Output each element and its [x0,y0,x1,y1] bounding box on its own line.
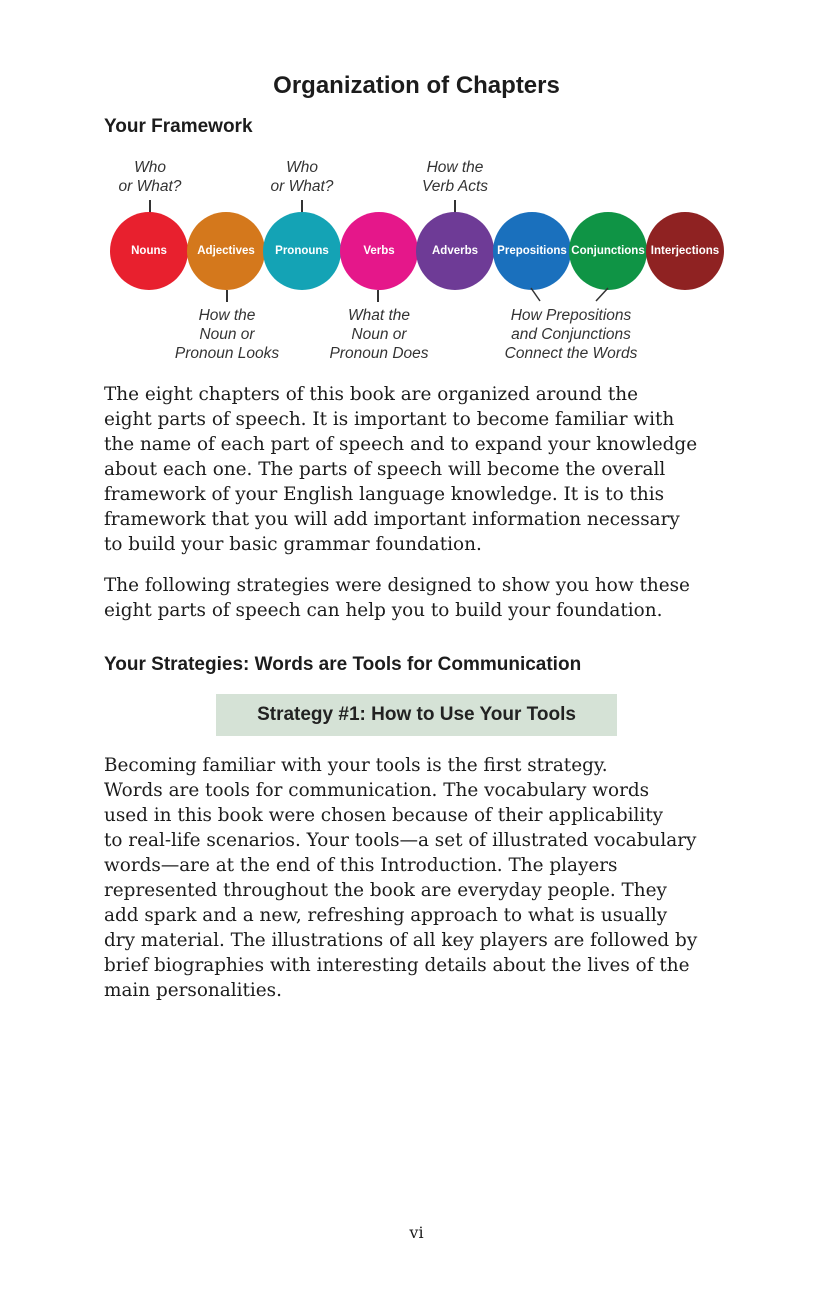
strategy-1-title: Strategy #1: How to Use Your Tools [257,704,576,725]
caption-adverbs: What the Noun or Pronoun Does [329,307,429,362]
connector-lines-prep-conj [520,286,620,306]
part-circle-adjectives: Adjectives [187,212,265,290]
connector-line [377,290,379,302]
intro-paragraph-2: The following strategies were designed to show you how these eight parts of speech can help you to build your foundation. [104,575,690,621]
connector-line [226,290,228,302]
strategy-1-body: Becoming familiar with your tools is the first strategy. Words are tools for communication. The vocabulary words used in this book were chosen because of their applicability to real-life scenarios. Your tools—a set of illustrated vocabulary words—are at the end of this Introduction. The players represented throughout the book are everyday people. They add spark and a new, refreshing approach to what is usually dry material. The illustrations of all key players are followed by brief biographies with interesting details about the lives of the main personalities. [104,755,698,1001]
caption-prep-conj: How Prepositions and Conjunctions Connect the Words [504,307,638,362]
part-circle-verbs: Verbs [340,212,418,290]
part-circle-interjections: Interjections [646,212,724,290]
part-circle-prepositions: Prepositions [493,212,571,290]
strategies-heading: Your Strategies: Words are Tools for Communication [104,654,582,675]
part-circle-conjunctions: Conjunctions [569,212,647,290]
part-circle-nouns: Nouns [110,212,188,290]
page-title: Organization of Chapters [273,72,560,99]
framework-diagram [0,150,833,370]
framework-heading: Your Framework [104,116,253,137]
caption-verbs: How the Verb Acts [421,159,489,195]
part-circle-pronouns: Pronouns [263,212,341,290]
caption-pronouns: Who or What? [270,159,334,195]
caption-adjectives: How the Noun or Pronoun Looks [174,307,280,362]
page-number: vi [409,1223,424,1242]
intro-paragraph-1: The eight chapters of this book are organized around the eight parts of speech. It is important to become familiar with the name of each part of speech and to expand your knowledge about each one. The parts of speech will become the overall framework of your English language knowledge. It is to this framework that you will add important information necessary to build your basic grammar foundation. [104,384,698,555]
part-circle-adverbs: Adverbs [416,212,494,290]
caption-nouns: Who or What? [118,159,182,195]
strategy-1-banner [216,694,617,736]
